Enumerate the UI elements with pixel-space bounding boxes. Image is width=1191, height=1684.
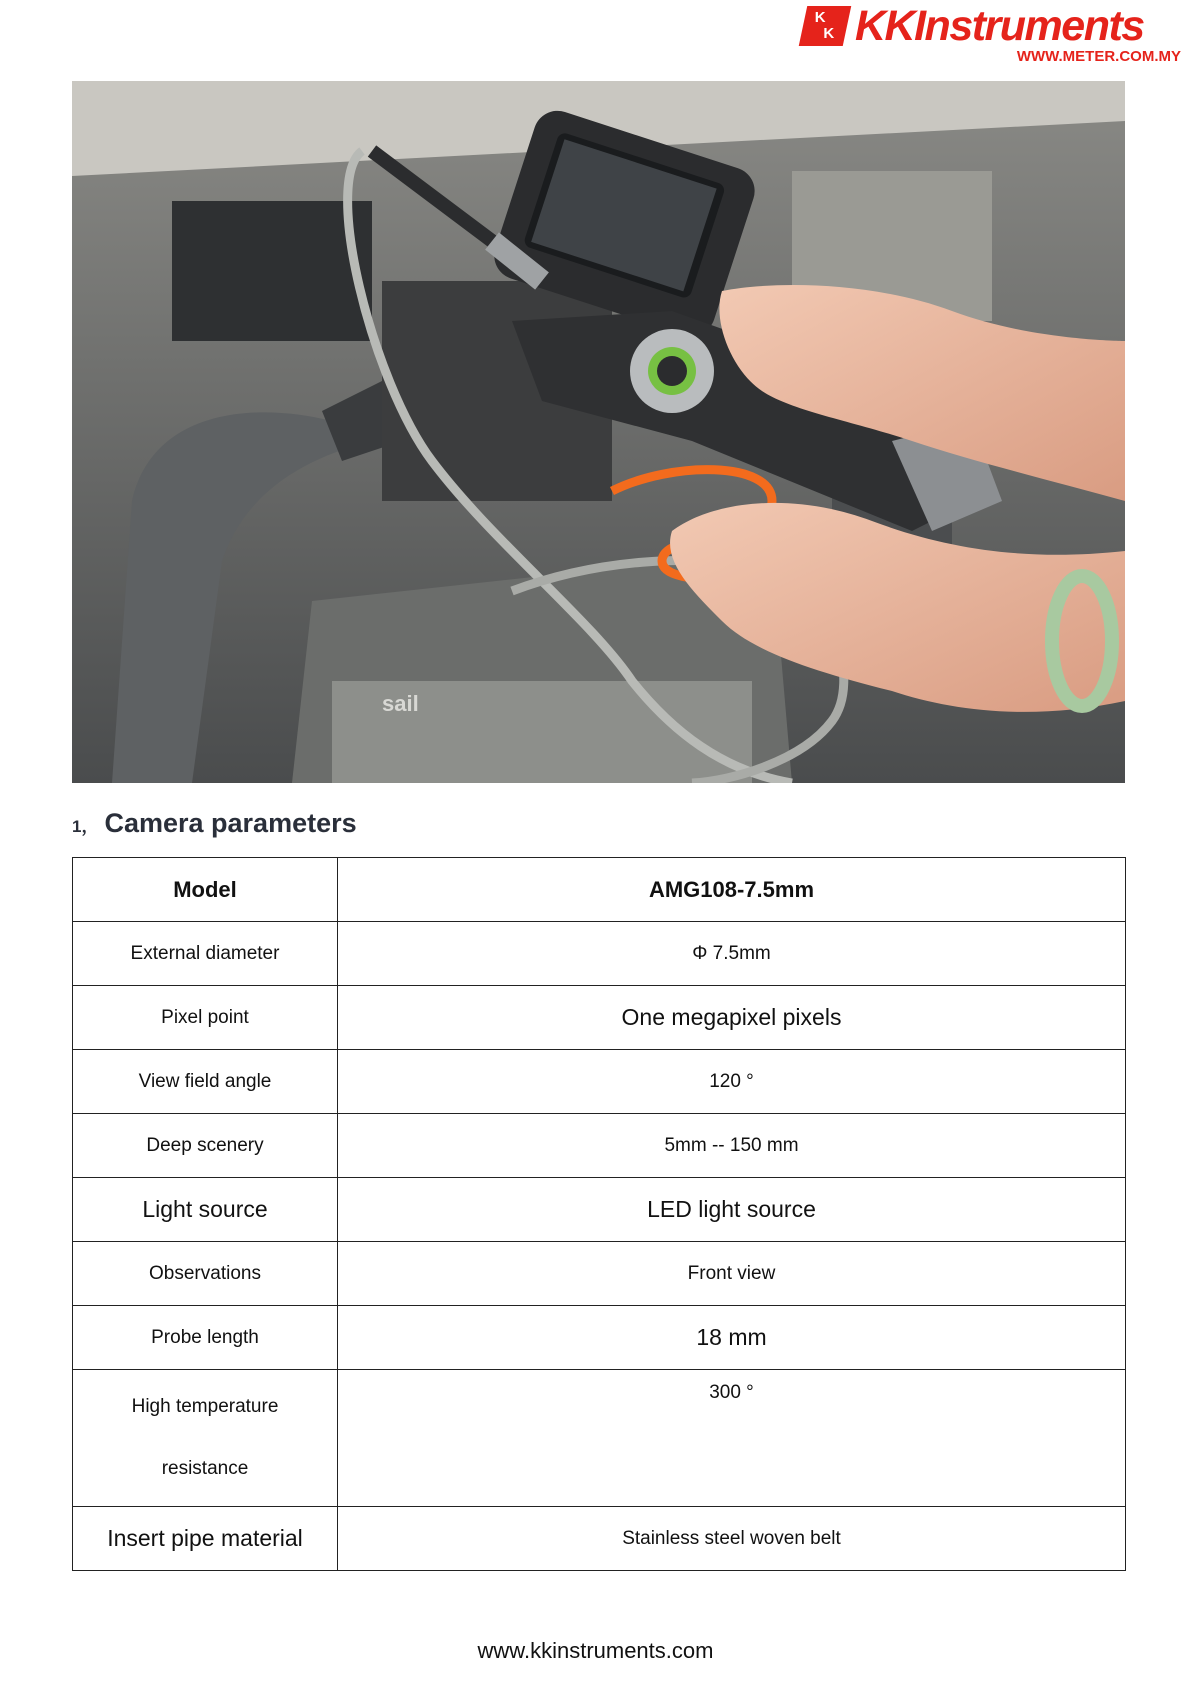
table-row — [73, 1306, 1126, 1370]
row-label — [73, 1370, 338, 1507]
row-label: Light source — [73, 1178, 338, 1242]
camera-parameters-table — [72, 857, 1126, 1571]
section-number: 1， — [72, 817, 99, 836]
brand-url: WWW.METER.COM.MY — [1016, 48, 1181, 65]
row-label: Probe length — [73, 1306, 338, 1370]
row-value: 120 ° — [338, 1050, 1126, 1114]
svg-text:sail: sail — [382, 691, 419, 716]
brand-name: KKInstruments — [855, 2, 1144, 50]
row-label: Pixel point — [73, 986, 338, 1050]
product-photo — [72, 81, 1125, 783]
row-label-text: High temperature resistance — [131, 1396, 279, 1479]
table-row — [73, 922, 1126, 986]
kk-logo-mark: K K — [799, 6, 852, 46]
row-label: View field angle — [73, 1050, 338, 1114]
table-row — [73, 1370, 1126, 1507]
row-value: Front view — [338, 1242, 1126, 1306]
row-value: 5mm -- 150 mm — [338, 1114, 1126, 1178]
section-title: Camera parameters — [104, 808, 357, 838]
table-row — [73, 1114, 1126, 1178]
row-value: 300 ° — [338, 1370, 1126, 1507]
table-row — [73, 1050, 1126, 1114]
footer-url: www.kkinstruments.com — [477, 1638, 714, 1663]
table-row — [73, 1178, 1126, 1242]
table-header-value: AMG108-7.5mm — [338, 858, 1126, 922]
row-label: Observations — [73, 1242, 338, 1306]
row-value: Stainless steel woven belt — [338, 1507, 1126, 1571]
row-label: External diameter — [73, 922, 338, 986]
section-heading — [72, 808, 357, 839]
table-header-label: Model — [73, 858, 338, 922]
row-label: Deep scenery — [73, 1114, 338, 1178]
brand-logo — [791, 2, 1181, 72]
row-value: 18 mm — [338, 1306, 1126, 1370]
table-row — [73, 986, 1126, 1050]
table-row — [73, 1507, 1126, 1571]
row-value: Φ 7.5mm — [338, 922, 1126, 986]
row-value: One megapixel pixels — [338, 986, 1126, 1050]
row-value: LED light source — [338, 1178, 1126, 1242]
table-row — [73, 1242, 1126, 1306]
row-label: Insert pipe material — [73, 1507, 338, 1571]
table-header-row — [73, 858, 1126, 922]
